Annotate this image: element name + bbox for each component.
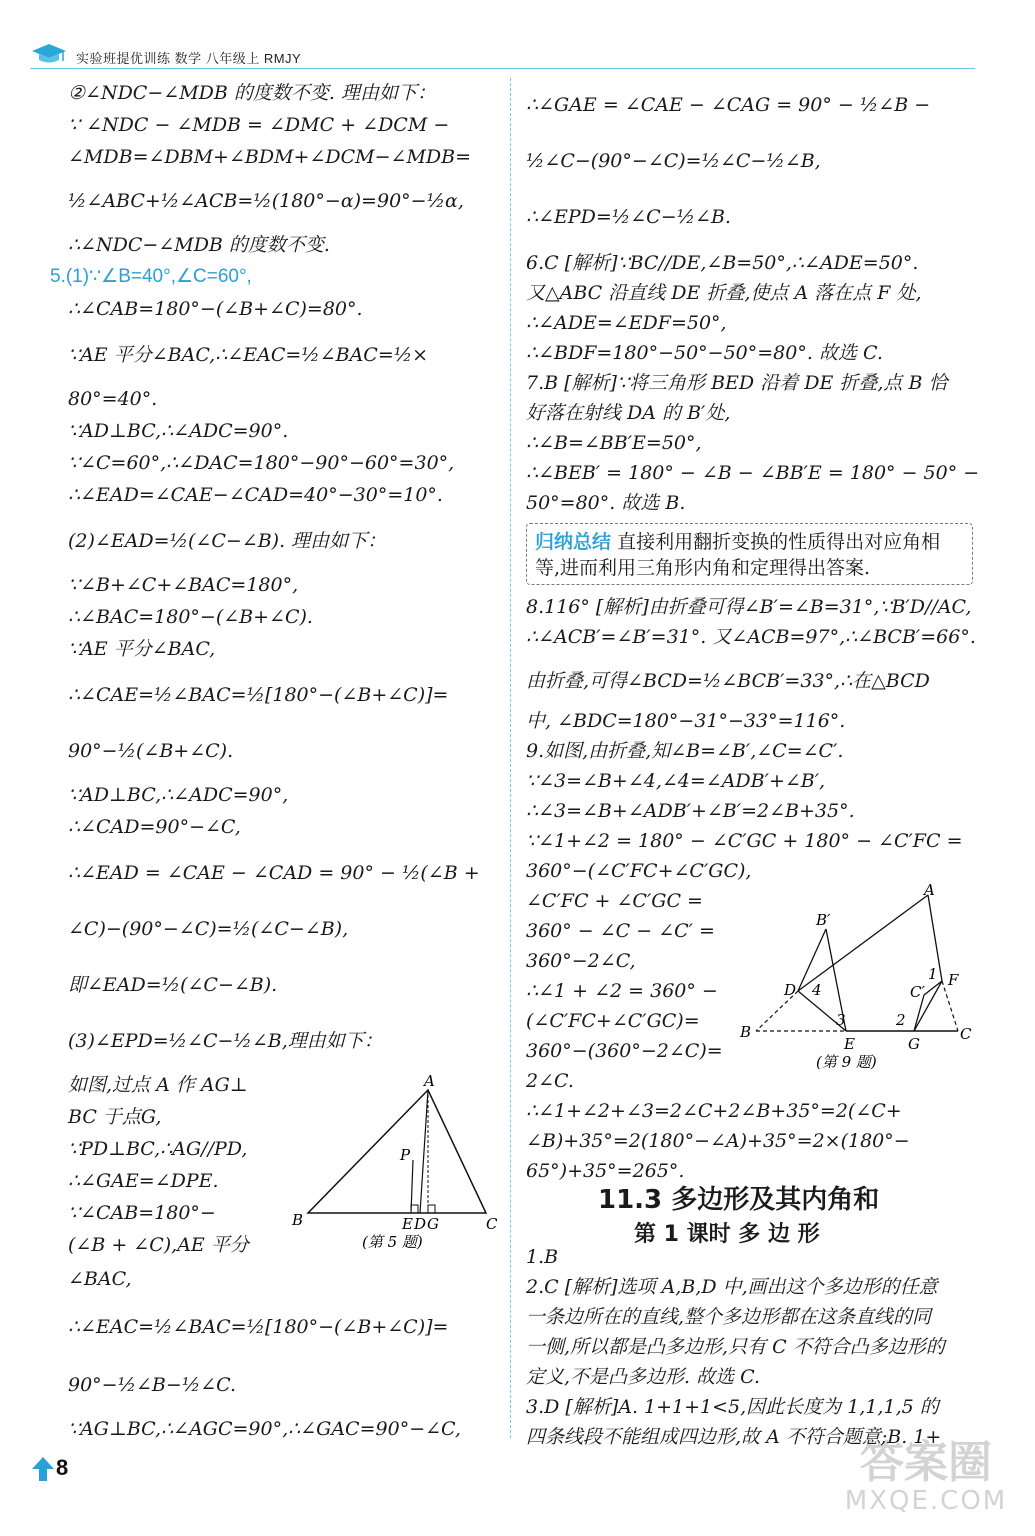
text-line: 360°−(360°−2∠C)=: [526, 1040, 723, 1062]
figure-5-label: D: [414, 1215, 427, 1233]
text-line: 如图,过点 A 作 AG⊥: [68, 1074, 248, 1096]
text-line: ∴∠3=∠B+∠ADB′+∠B′=2∠B+35°.: [526, 800, 855, 822]
problem-6-line: 6.C [解析]∵BC//DE,∠B=50°,∴∠ADE=50°.: [526, 252, 919, 274]
text-line: ∴∠CAE=½∠BAC=½[180°−(∠B+∠C)]=: [68, 684, 449, 706]
figure-9-label: C′: [910, 983, 925, 1001]
figure-9-label: 1: [928, 965, 938, 983]
text-line: ∵PD⊥BC,∴AG//PD,: [68, 1138, 248, 1160]
figure-9-diagram: [738, 883, 978, 1078]
text-line: 一侧,所以都是凸多边形,只有 C 不符合凸多边形的: [526, 1336, 945, 1358]
text-line: 65°)+35°=265°.: [526, 1160, 685, 1182]
text-line: ∵∠3=∠B+∠4,∠4=∠ADB′+∠B′,: [526, 770, 826, 792]
figure-5-label: E: [402, 1215, 413, 1233]
section-subtitle: 第 1 课时 多 边 形: [634, 1222, 820, 1247]
summary-box: [526, 523, 973, 585]
text-line: 又△ABC 沿直线 DE 折叠,使点 A 落在点 F 处,: [526, 282, 922, 304]
text-line: BC 于点G,: [68, 1106, 162, 1128]
text-line: ∴∠1+∠2+∠3=2∠C+2∠B+35°=2(∠C+: [526, 1100, 902, 1122]
figure-9-label: C: [960, 1025, 972, 1043]
text-line: (∠C′FC+∠C′GC)=: [526, 1010, 700, 1032]
text-line: ∴∠GAE=∠DPE.: [68, 1170, 219, 1192]
text-line: ∴∠EAC=½∠BAC=½[180°−(∠B+∠C)]=: [68, 1316, 449, 1338]
figure-5-caption: (第 5 题): [362, 1233, 423, 1250]
figure-9-label: 3: [836, 1011, 846, 1029]
text-line: (3)∠EPD=½∠C−½∠B,理由如下：: [68, 1030, 383, 1052]
text-line: ∴∠CAD=90°−∠C,: [68, 816, 241, 838]
answer-3: 3.D [解析]A. 1+1+1<5,因此长度为 1,1,1,5 的: [526, 1396, 939, 1418]
answer-1: 1.B: [526, 1246, 559, 1268]
text-line: 由折叠,可得∠BCD=½∠BCB′=33°,∴在△BCD: [526, 670, 930, 692]
page-number-text: 8: [56, 1455, 69, 1480]
text-line: 80°=40°.: [68, 388, 158, 410]
problem-8-line: 8.116° [解析]由折叠可得∠B′=∠B=31°,∵B′D//AC,: [526, 596, 972, 618]
figure-9-label: B′: [816, 911, 831, 929]
figure-5-label: A: [424, 1075, 435, 1090]
text-line: ∴∠BAC=180°−(∠B+∠C).: [68, 606, 313, 628]
text-line: 好落在射线 DA 的 B′处,: [526, 402, 731, 424]
figure-9-label: F: [948, 971, 959, 989]
figure-9-label: 2: [896, 1011, 906, 1029]
text-line: ∴∠CAB=180°−(∠B+∠C)=80°.: [68, 298, 363, 320]
text-line: 360° − ∠C − ∠C′ =: [526, 920, 715, 942]
graduation-cap-icon: [30, 42, 68, 64]
text-line: 360°−(∠C′FC+∠C′GC),: [526, 860, 752, 882]
text-line: ∵∠CAB=180°−: [68, 1202, 216, 1224]
text-line: ∠C′FC + ∠C′GC =: [526, 890, 703, 912]
text-line: 90°−½(∠B+∠C).: [68, 740, 234, 762]
text-line: ½∠C−(90°−∠C)=½∠C−½∠B,: [526, 150, 821, 172]
text-line: ∴∠BDF=180°−50°−50°=80°. 故选 C.: [526, 342, 883, 364]
figure-9-caption: (第 9 题): [816, 1053, 877, 1071]
header-title: 实验班提优训练 数学 八年级上 RMJY: [76, 51, 302, 66]
text-line: ∵∠1+∠2 = 180° − ∠C′GC + 180° − ∠C′FC =: [526, 830, 963, 852]
text-line: ∴∠B=∠BB′E=50°,: [526, 432, 702, 454]
text-line: ∠C)−(90°−∠C)=½(∠C−∠B),: [68, 918, 349, 940]
watermark-logo: 答案圈 MXQE.COM: [844, 1437, 1008, 1516]
text-line: ∠BAC,: [68, 1268, 132, 1290]
header-rule: [30, 68, 975, 69]
text-line: 中, ∠BDC=180°−31°−33°=116°.: [526, 710, 846, 732]
figure-5-label: G: [427, 1215, 439, 1233]
text-line: ∴∠1 + ∠2 = 360° −: [526, 980, 718, 1002]
figure-9-label: 4: [812, 981, 822, 999]
text-line: ∠B)+35°=2(180°−∠A)+35°=2×(180°−: [526, 1130, 910, 1152]
text-line: ∵AE 平分∠BAC,: [68, 638, 216, 660]
text-line: 四条线段不能组成四边形,故 A 不符合题意;B. 1+: [526, 1426, 942, 1448]
section-title: 11.3 多边形及其内角和: [598, 1185, 880, 1215]
text-line: ∴∠EPD=½∠C−½∠B.: [526, 206, 731, 228]
summary-text: 等,进而利用三角形内角和定理得出答案.: [535, 557, 871, 579]
text-line: ∴∠ADE=∠EDF=50°,: [526, 312, 727, 334]
text-line: ∠MDB=∠DBM+∠BDM+∠DCM−∠MDB=: [68, 146, 472, 168]
text-line: 50°=80°. 故选 B.: [526, 492, 686, 514]
figure-9-label: D: [784, 981, 797, 999]
problem-5-line: 5.(1)∵∠B=40°,∠C=60°,: [50, 266, 252, 287]
text-line: ∴∠EAD=∠CAE−∠CAD=40°−30°=10°.: [68, 484, 443, 506]
text-line: 360°−2∠C,: [526, 950, 636, 972]
text-line: ∴∠GAE = ∠CAE − ∠CAG = 90° − ½∠B −: [526, 94, 931, 116]
answer-2: 2.C [解析]选项 A,B,D 中,画出这个多边形的任意: [526, 1276, 938, 1298]
summary-text: 直接利用翻折变换的性质得出对应角相: [617, 531, 941, 553]
text-line: 90°−½∠B−½∠C.: [68, 1374, 237, 1396]
problem-9-line: 9.如图,由折叠,知∠B=∠B′,∠C=∠C′.: [526, 740, 844, 762]
figure-9-label: A: [924, 883, 935, 899]
text-line: ∵∠C=60°,∴∠DAC=180°−90°−60°=30°,: [68, 452, 455, 474]
text-line: (∠B + ∠C),AE 平分: [68, 1234, 249, 1256]
figure-9-label: G: [908, 1035, 920, 1053]
text-line: ∴∠EAD = ∠CAE − ∠CAD = 90° − ½(∠B +: [68, 862, 480, 884]
page-number: [30, 1455, 90, 1485]
up-arrow-icon: [30, 1455, 56, 1483]
text-line: ∴∠ACB′=∠B′=31°. 又∠ACB=97°,∴∠BCB′=66°.: [526, 626, 976, 648]
text-line: (2)∠EAD=½(∠C−∠B). 理由如下：: [68, 530, 387, 552]
figure-5-label: P: [400, 1146, 411, 1164]
text-line: 即∠EAD=½(∠C−∠B).: [68, 974, 278, 996]
text-line: ∴∠NDC−∠MDB 的度数不变.: [68, 234, 330, 256]
text-line: ∵AG⊥BC,∴∠AGC=90°,∴∠GAC=90°−∠C,: [68, 1418, 461, 1440]
text-line: ∴∠BEB′ = 180° − ∠B − ∠BB′E = 180° − 50° −: [526, 462, 980, 484]
text-line: ∵AD⊥BC,∴∠ADC=90°.: [68, 420, 289, 442]
problem-7-line: 7.B [解析]∵将三角形 BED 沿着 DE 折叠,点 B 恰: [526, 372, 948, 394]
text-line: ∵∠B+∠C+∠BAC=180°,: [68, 574, 299, 596]
figure-9-label: B: [740, 1023, 752, 1041]
figure-5-label: C: [486, 1215, 498, 1233]
summary-label: 归纳总结: [535, 531, 612, 553]
text-line: 2∠C.: [526, 1070, 574, 1092]
text-line: ∵ ∠NDC − ∠MDB = ∠DMC + ∠DCM −: [68, 114, 450, 136]
page-header: [30, 38, 975, 68]
figure-5-diagram: [290, 1075, 500, 1250]
text-line: ½∠ABC+½∠ACB=½(180°−α)=90°−½α,: [68, 190, 464, 212]
text-line: ∵AD⊥BC,∴∠ADC=90°,: [68, 784, 289, 806]
column-divider: [510, 78, 511, 1438]
text-line: 一条边所在的直线,整个多边形都在这条直线的同: [526, 1306, 932, 1328]
figure-5-label: B: [292, 1211, 304, 1229]
text-line: ∵AE 平分∠BAC,∴∠EAC=½∠BAC=½×: [68, 344, 429, 366]
text-line: ②∠NDC−∠MDB 的度数不变. 理由如下：: [68, 82, 436, 104]
figure-9-label: E: [844, 1035, 855, 1053]
text-line: 定义,不是凸多边形. 故选 C.: [526, 1366, 761, 1388]
